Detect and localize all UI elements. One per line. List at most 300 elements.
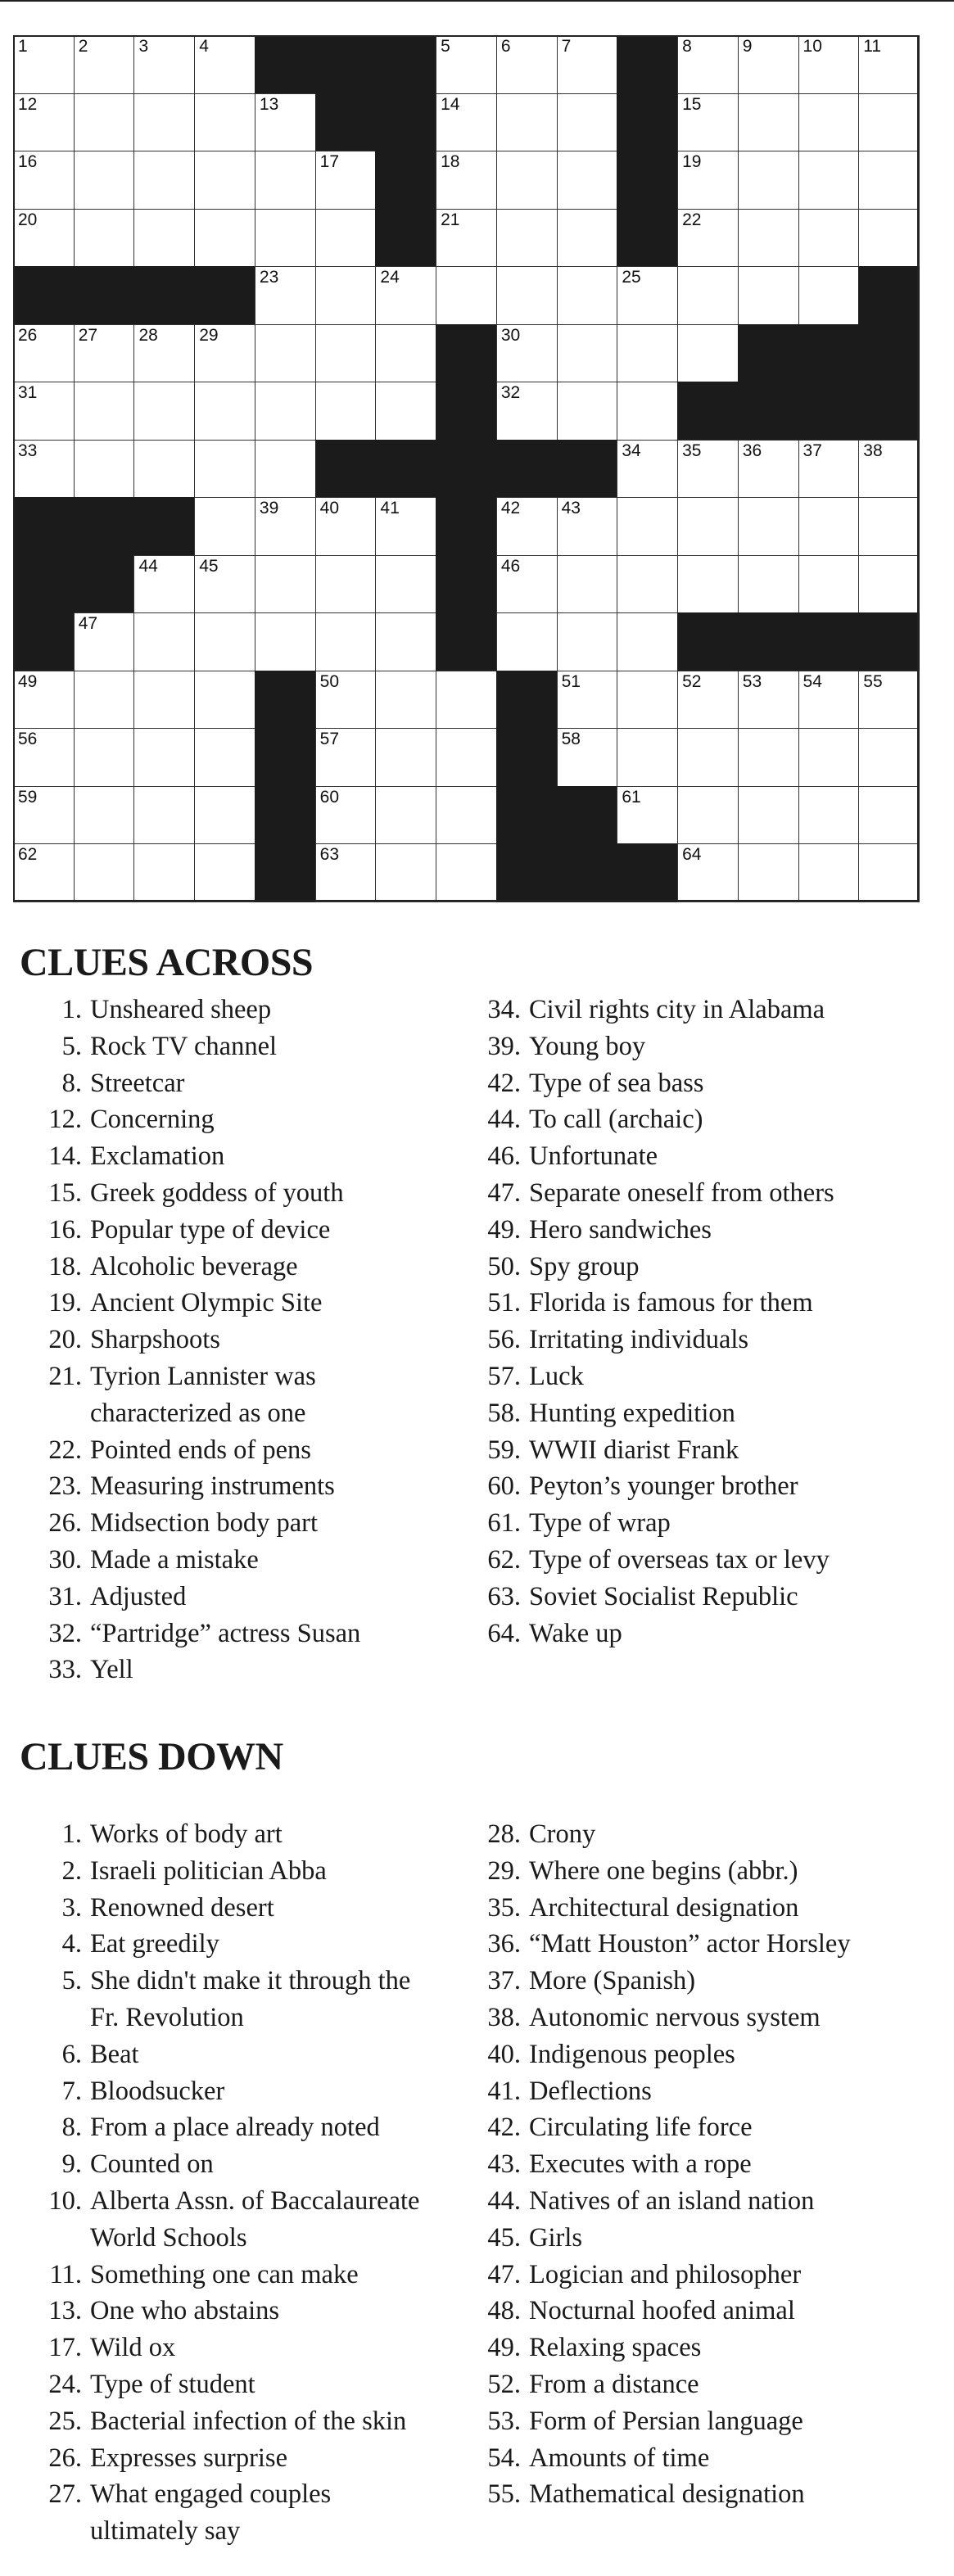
grid-cell[interactable] (738, 93, 799, 152)
grid-cell[interactable] (255, 382, 316, 441)
clue-item (20, 992, 360, 1028)
grid-cell[interactable] (496, 555, 558, 614)
clue-number: 47. (487, 2259, 521, 2289)
clue-text: Peyton’s younger brother (529, 1471, 798, 1502)
black-cell (617, 35, 678, 94)
grid-cell[interactable] (315, 612, 377, 671)
grid-cell[interactable] (858, 497, 920, 556)
black-cell (436, 324, 497, 383)
grid-cell[interactable] (557, 324, 618, 383)
grid-cell[interactable] (375, 612, 436, 671)
grid-cell[interactable] (194, 382, 255, 441)
grid-cell[interactable] (255, 440, 316, 499)
grid-cell[interactable] (194, 93, 255, 152)
grid-cell[interactable] (315, 209, 377, 268)
grid-cell[interactable] (738, 209, 799, 268)
grid-cell[interactable] (858, 440, 920, 499)
cell-number: 54 (803, 671, 822, 691)
grid-cell[interactable] (677, 93, 739, 152)
grid-cell[interactable] (255, 266, 316, 325)
grid-cell[interactable] (13, 728, 75, 787)
grid-cell[interactable] (255, 612, 316, 671)
cell-number: 56 (18, 730, 38, 749)
grid-cell[interactable] (315, 497, 377, 556)
clue-text: Form of Persian language (529, 2406, 803, 2436)
grid-cell[interactable] (738, 151, 799, 210)
black-cell (315, 440, 377, 499)
grid-cell[interactable] (436, 786, 497, 845)
cell-number: 35 (682, 441, 702, 460)
grid-cell[interactable] (677, 151, 739, 210)
cell-number: 57 (319, 730, 340, 749)
clue-number: 13. (48, 2296, 82, 2326)
clue-number: 49. (487, 1214, 521, 1245)
cell-number: 42 (500, 499, 521, 518)
grid-cell[interactable] (798, 151, 860, 210)
grid-cell[interactable] (315, 382, 377, 441)
grid-cell[interactable] (738, 843, 799, 902)
clue-item (20, 2000, 419, 2036)
grid-cell[interactable] (133, 612, 195, 671)
grid-cell[interactable] (798, 93, 860, 152)
clue-number: 38. (487, 2002, 521, 2032)
grid-cell[interactable] (194, 786, 255, 845)
clue-item (477, 2073, 851, 2110)
grid-cell[interactable] (315, 324, 377, 383)
grid-cell[interactable] (798, 35, 860, 94)
clue-item (477, 2440, 851, 2477)
clue-number: 35. (487, 1892, 521, 1923)
clue-text: What engaged couples (90, 2479, 332, 2510)
clue-item (477, 1249, 834, 1286)
cell-number: 28 (138, 325, 158, 345)
clue-text: Architectural designation (529, 1892, 799, 1923)
black-cell (557, 843, 618, 902)
grid-cell[interactable] (557, 612, 618, 671)
grid-cell[interactable] (74, 382, 135, 441)
grid-cell[interactable] (194, 209, 255, 268)
black-cell (436, 440, 497, 499)
clue-item (20, 2183, 419, 2220)
black-cell (798, 324, 860, 383)
grid-cell[interactable] (194, 35, 255, 94)
clue-number: 42. (487, 2113, 521, 2143)
grid-cell[interactable] (858, 151, 920, 210)
clue-text: Type of wrap (529, 1508, 671, 1539)
black-cell (13, 266, 75, 325)
clue-number: 63. (487, 1581, 521, 1611)
clue-number: 64. (487, 1618, 521, 1648)
clue-text: Alcoholic beverage (90, 1251, 298, 1281)
black-cell (617, 209, 678, 268)
grid-cell[interactable] (496, 324, 558, 383)
grid-cell[interactable] (677, 786, 739, 845)
grid-cell[interactable] (496, 93, 558, 152)
grid-cell[interactable] (194, 671, 255, 730)
clue-number: 5. (61, 1031, 82, 1061)
clue-text: Wild ox (90, 2333, 176, 2363)
cell-number: 41 (380, 499, 400, 518)
down-clues-left (20, 1816, 419, 2550)
grid-cell[interactable] (677, 266, 739, 325)
clue-number: 39. (487, 1031, 521, 1061)
grid-cell[interactable] (13, 35, 75, 94)
grid-cell[interactable] (375, 786, 436, 845)
clue-item (20, 1101, 360, 1138)
cell-number: 31 (18, 383, 38, 403)
clue-number: 23. (48, 1471, 82, 1502)
black-cell (375, 209, 436, 268)
grid-cell[interactable] (798, 440, 860, 499)
grid-cell[interactable] (436, 728, 497, 787)
clue-text: Alberta Assn. of Baccalaureate (90, 2185, 420, 2216)
grid-cell[interactable] (677, 35, 739, 94)
grid-cell[interactable] (617, 440, 678, 499)
black-cell (858, 266, 920, 325)
grid-cell[interactable] (375, 555, 436, 614)
grid-cell[interactable] (375, 497, 436, 556)
grid-cell[interactable] (557, 382, 618, 441)
clue-number: 10. (48, 2185, 82, 2216)
grid-cell[interactable] (436, 93, 497, 152)
grid-cell[interactable] (496, 209, 558, 268)
grid-cell[interactable] (677, 843, 739, 902)
clue-text: “Matt Houston” actor Horsley (529, 1929, 851, 1959)
cell-number: 61 (622, 787, 641, 807)
clue-text: To call (archaic) (529, 1105, 703, 1135)
clue-number: 6. (61, 2039, 82, 2069)
grid-cell[interactable] (74, 35, 135, 94)
clue-item (20, 2146, 419, 2183)
grid-cell[interactable] (617, 555, 678, 614)
grid-cell[interactable] (194, 497, 255, 556)
black-cell (436, 497, 497, 556)
grid-cell[interactable] (496, 497, 558, 556)
grid-cell[interactable] (133, 786, 195, 845)
clue-number: 9. (61, 2149, 82, 2180)
clue-text: Irritating individuals (529, 1325, 749, 1355)
clue-text: Type of sea bass (529, 1068, 704, 1098)
black-cell (255, 786, 316, 845)
clue-item (20, 1816, 419, 1853)
clue-number: 50. (487, 1251, 521, 1281)
grid-cell[interactable] (677, 671, 739, 730)
clue-text: Indigenous peoples (529, 2039, 735, 2069)
grid-cell[interactable] (194, 324, 255, 383)
clue-number: 60. (487, 1471, 521, 1502)
grid-cell[interactable] (133, 440, 195, 499)
clue-item (20, 2073, 419, 2110)
cell-number: 50 (319, 671, 340, 691)
clue-item (20, 1963, 419, 2000)
grid-cell[interactable] (74, 93, 135, 152)
grid-cell[interactable] (194, 555, 255, 614)
cell-number: 26 (18, 325, 38, 345)
cell-number: 18 (441, 152, 460, 172)
black-cell (496, 440, 558, 499)
clue-text: Where one begins (abbr.) (529, 1855, 798, 1886)
cell-number: 30 (500, 325, 521, 345)
clue-number: 14. (48, 1141, 82, 1172)
grid-cell[interactable] (496, 382, 558, 441)
clue-item (477, 1542, 834, 1579)
clue-text: Adjusted (90, 1581, 187, 1611)
clue-number: 49. (487, 2333, 521, 2363)
grid-cell[interactable] (194, 151, 255, 210)
grid-cell[interactable] (74, 151, 135, 210)
black-cell (858, 612, 920, 671)
across-clues-left (20, 992, 360, 1688)
grid-cell[interactable] (798, 497, 860, 556)
grid-cell[interactable] (617, 266, 678, 325)
clue-text: Florida is famous for them (529, 1288, 813, 1318)
clue-text: Rock TV channel (90, 1031, 278, 1061)
clue-text: Young boy (529, 1031, 646, 1061)
clue-text: From a place already noted (90, 2113, 380, 2143)
grid-cell[interactable] (315, 151, 377, 210)
clue-item (477, 1616, 834, 1652)
grid-cell[interactable] (557, 728, 618, 787)
grid-cell[interactable] (858, 209, 920, 268)
grid-cell[interactable] (13, 440, 75, 499)
clue-item (20, 1285, 360, 1322)
black-cell (738, 324, 799, 383)
grid-cell[interactable] (13, 324, 75, 383)
black-cell (496, 843, 558, 902)
clue-text: Concerning (90, 1105, 215, 1135)
clue-text: Autonomic nervous system (529, 2002, 821, 2032)
grid-cell[interactable] (133, 35, 195, 94)
grid-cell[interactable] (13, 786, 75, 845)
black-cell (375, 93, 436, 152)
cell-number: 21 (441, 210, 460, 229)
grid-cell[interactable] (133, 324, 195, 383)
grid-cell[interactable] (798, 671, 860, 730)
grid-cell[interactable] (738, 671, 799, 730)
grid-cell[interactable] (677, 209, 739, 268)
grid-cell[interactable] (255, 324, 316, 383)
clue-number: 41. (487, 2076, 521, 2106)
grid-cell[interactable] (798, 786, 860, 845)
clue-item (20, 2293, 419, 2330)
grid-cell[interactable] (375, 324, 436, 383)
grid-cell[interactable] (255, 151, 316, 210)
clue-text: Soviet Socialist Republic (529, 1581, 798, 1611)
cell-number: 40 (319, 499, 340, 518)
grid-cell[interactable] (798, 209, 860, 268)
grid-cell[interactable] (677, 324, 739, 383)
grid-cell[interactable] (557, 35, 618, 94)
grid-cell[interactable] (858, 728, 920, 787)
grid-cell[interactable] (74, 612, 135, 671)
grid-cell[interactable] (738, 35, 799, 94)
grid-cell[interactable] (375, 843, 436, 902)
grid-cell[interactable] (74, 728, 135, 787)
grid-cell[interactable] (255, 93, 316, 152)
grid-cell[interactable] (375, 266, 436, 325)
grid-cell[interactable] (557, 671, 618, 730)
clue-text: Executes with a rope (529, 2149, 752, 2180)
grid-cell[interactable] (133, 209, 195, 268)
black-cell (315, 93, 377, 152)
black-cell (255, 843, 316, 902)
grid-cell[interactable] (74, 671, 135, 730)
clue-text: Yell (90, 1655, 133, 1685)
grid-cell[interactable] (436, 151, 497, 210)
grid-cell[interactable] (557, 93, 618, 152)
grid-cell[interactable] (13, 93, 75, 152)
grid-cell[interactable] (617, 612, 678, 671)
clue-text: Mathematical designation (529, 2479, 805, 2510)
black-cell (858, 382, 920, 441)
grid-cell[interactable] (133, 671, 195, 730)
grid-cell[interactable] (375, 728, 436, 787)
grid-cell[interactable] (738, 786, 799, 845)
grid-cell[interactable] (194, 728, 255, 787)
clue-number: 28. (487, 1819, 521, 1849)
grid-cell[interactable] (617, 382, 678, 441)
grid-cell[interactable] (375, 671, 436, 730)
clue-text: Hero sandwiches (529, 1214, 712, 1245)
grid-cell[interactable] (436, 35, 497, 94)
clue-number: 7. (61, 2076, 82, 2106)
grid-cell[interactable] (557, 151, 618, 210)
black-cell (375, 35, 436, 94)
clue-item (477, 1890, 851, 1927)
clue-number: 26. (48, 2443, 82, 2473)
clue-item (20, 1065, 360, 1102)
grid-cell[interactable] (858, 93, 920, 152)
grid-cell[interactable] (315, 728, 377, 787)
grid-cell[interactable] (738, 266, 799, 325)
clue-item (477, 1505, 834, 1542)
grid-cell[interactable] (315, 555, 377, 614)
cell-number: 64 (682, 845, 702, 865)
grid-cell[interactable] (858, 671, 920, 730)
grid-cell[interactable] (798, 266, 860, 325)
grid-cell[interactable] (677, 555, 739, 614)
grid-cell[interactable] (798, 728, 860, 787)
grid-cell[interactable] (677, 728, 739, 787)
grid-cell[interactable] (557, 555, 618, 614)
grid-cell[interactable] (677, 497, 739, 556)
clue-number: 40. (487, 2039, 521, 2069)
grid-cell[interactable] (436, 209, 497, 268)
grid-cell[interactable] (315, 266, 377, 325)
grid-cell[interactable] (13, 671, 75, 730)
grid-cell[interactable] (74, 440, 135, 499)
black-cell (557, 440, 618, 499)
grid-cell[interactable] (133, 555, 195, 614)
grid-cell[interactable] (133, 382, 195, 441)
grid-cell[interactable] (738, 555, 799, 614)
cell-number: 7 (561, 37, 572, 56)
black-cell (375, 151, 436, 210)
clue-item (477, 2330, 851, 2366)
grid-cell[interactable] (617, 324, 678, 383)
crossword-grid (13, 35, 919, 902)
grid-cell[interactable] (133, 843, 195, 902)
grid-cell[interactable] (858, 35, 920, 94)
grid-cell[interactable] (738, 728, 799, 787)
grid-cell[interactable] (557, 497, 618, 556)
grid-cell[interactable] (375, 382, 436, 441)
grid-cell[interactable] (858, 843, 920, 902)
grid-cell[interactable] (255, 497, 316, 556)
grid-cell[interactable] (496, 266, 558, 325)
grid-cell[interactable] (194, 612, 255, 671)
grid-cell[interactable] (13, 151, 75, 210)
clue-text: Renowned desert (90, 1892, 274, 1923)
grid-cell[interactable] (255, 209, 316, 268)
cell-number: 2 (78, 37, 88, 56)
grid-cell[interactable] (436, 266, 497, 325)
grid-cell[interactable] (74, 843, 135, 902)
grid-cell[interactable] (194, 440, 255, 499)
grid-cell[interactable] (315, 843, 377, 902)
grid-cell[interactable] (13, 843, 75, 902)
grid-cell[interactable] (677, 440, 739, 499)
grid-cell[interactable] (255, 555, 316, 614)
clue-number: 15. (48, 1177, 82, 1208)
clue-text: ultimately say (90, 2516, 241, 2547)
grid-cell[interactable] (617, 497, 678, 556)
grid-cell[interactable] (496, 151, 558, 210)
grid-cell[interactable] (74, 786, 135, 845)
grid-cell[interactable] (557, 209, 618, 268)
clue-text: Works of body art (90, 1819, 283, 1849)
grid-cell[interactable] (738, 440, 799, 499)
black-cell (255, 35, 316, 94)
clue-number: 22. (48, 1435, 82, 1465)
black-cell (496, 671, 558, 730)
grid-cell[interactable] (798, 843, 860, 902)
grid-cell[interactable] (557, 266, 618, 325)
grid-cell[interactable] (133, 151, 195, 210)
grid-cell[interactable] (496, 612, 558, 671)
grid-cell[interactable] (13, 382, 75, 441)
grid-cell[interactable] (315, 786, 377, 845)
grid-cell[interactable] (617, 728, 678, 787)
grid-cell[interactable] (194, 843, 255, 902)
cell-number: 1 (18, 37, 28, 56)
grid-cell[interactable] (133, 728, 195, 787)
clue-text: Crony (529, 1819, 596, 1849)
grid-cell[interactable] (74, 209, 135, 268)
grid-cell[interactable] (798, 555, 860, 614)
grid-cell[interactable] (496, 35, 558, 94)
grid-cell[interactable] (133, 93, 195, 152)
grid-cell[interactable] (13, 209, 75, 268)
grid-cell[interactable] (738, 497, 799, 556)
grid-cell[interactable] (315, 671, 377, 730)
grid-cell[interactable] (74, 324, 135, 383)
grid-cell[interactable] (858, 555, 920, 614)
clue-item (477, 2036, 851, 2073)
grid-cell[interactable] (436, 843, 497, 902)
grid-cell[interactable] (436, 671, 497, 730)
clue-number: 31. (48, 1581, 82, 1611)
cell-number: 36 (742, 441, 762, 460)
cell-number: 24 (380, 268, 400, 287)
clue-item (477, 1065, 834, 1102)
grid-cell[interactable] (617, 786, 678, 845)
clue-item (20, 1890, 419, 1927)
clue-item (477, 992, 834, 1028)
cell-number: 63 (319, 845, 340, 865)
grid-cell[interactable] (617, 671, 678, 730)
grid-cell[interactable] (858, 786, 920, 845)
